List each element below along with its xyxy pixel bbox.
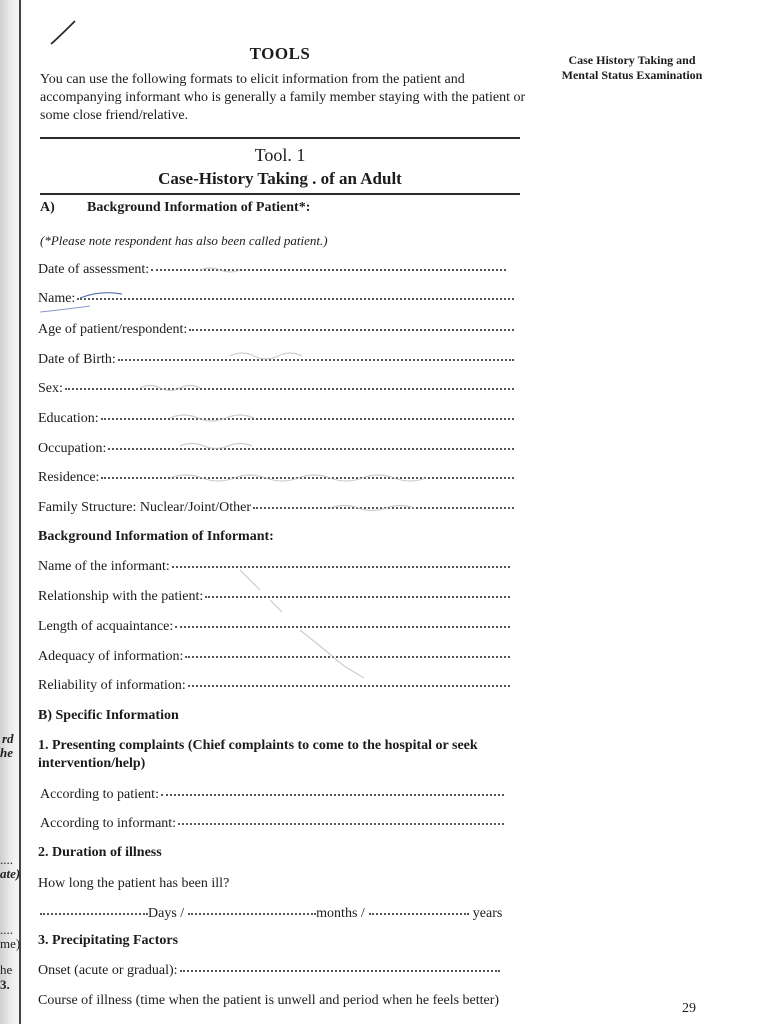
field-label: Date of Birth: <box>38 352 116 367</box>
field-family-structure[interactable] <box>38 499 514 517</box>
field-informant-name[interactable] <box>38 558 510 576</box>
presenting-complaints-heading: 1. Presenting complaints (Chief complaints to come to the hospital or seek intervention/help) <box>38 738 478 771</box>
fill-line[interactable] <box>189 319 514 331</box>
fill-line[interactable] <box>101 408 514 420</box>
field-label: According to patient: <box>40 787 159 802</box>
duration-heading: 2. Duration of illness <box>38 845 162 860</box>
divider <box>40 137 520 139</box>
field-age[interactable] <box>38 321 514 339</box>
duration-fields[interactable] <box>40 905 516 922</box>
field-residence[interactable] <box>38 469 514 487</box>
section-a-letter: A) <box>40 200 55 215</box>
margin-fragment: .... <box>0 852 13 867</box>
margin-fragment: 3. <box>0 977 10 992</box>
field-label: Education: <box>38 411 99 426</box>
field-education[interactable] <box>38 410 514 428</box>
field-sex[interactable] <box>38 380 514 398</box>
field-occupation[interactable] <box>38 440 514 458</box>
running-header-line-2: Mental Status Examination <box>561 68 703 82</box>
fill-line[interactable] <box>118 349 514 361</box>
fill-line[interactable] <box>77 288 514 300</box>
fill-line[interactable] <box>178 813 504 825</box>
margin-fragment: me) <box>0 936 21 951</box>
field-label: Name of the informant: <box>38 559 170 574</box>
duration-question: How long the patient has been ill? <box>38 876 230 891</box>
field-label: Date of assessment: <box>38 262 150 277</box>
margin-fragment: he <box>0 962 13 977</box>
months-label: months / <box>316 906 365 921</box>
field-relationship[interactable] <box>38 588 510 606</box>
section-a-title: Background Information of Patient*: <box>87 200 311 215</box>
fill-line[interactable] <box>101 467 514 479</box>
divider <box>40 193 520 195</box>
margin-fragment: he <box>0 745 13 760</box>
running-header-line-1: Case History Taking and <box>568 53 696 67</box>
field-label: Residence: <box>38 470 100 485</box>
field-date-of-assessment[interactable] <box>38 261 506 279</box>
field-adequacy[interactable] <box>38 648 510 666</box>
section-b-heading: B) Specific Information <box>38 708 179 723</box>
years-fill-line[interactable] <box>369 903 469 915</box>
fill-line[interactable] <box>172 556 510 568</box>
informant-heading: Background Information of Informant: <box>38 529 274 544</box>
fill-line[interactable] <box>188 675 510 687</box>
field-according-to-patient[interactable] <box>40 786 504 804</box>
field-label: Onset (acute or gradual): <box>38 963 178 978</box>
fill-line[interactable] <box>185 646 510 658</box>
fill-line[interactable] <box>205 586 510 598</box>
fill-line[interactable] <box>161 784 504 796</box>
fill-line[interactable] <box>253 497 514 509</box>
fill-line[interactable] <box>108 438 514 450</box>
fill-line[interactable] <box>180 960 500 972</box>
field-label: According to informant: <box>40 816 177 831</box>
page-title: TOOLS <box>249 44 311 63</box>
field-label: Reliability of information: <box>38 678 186 693</box>
tool-title: Case-History Taking . of an Adult <box>158 169 402 188</box>
field-label: Length of acquaintance: <box>38 619 174 634</box>
field-reliability[interactable] <box>38 677 510 695</box>
margin-fragment: .... <box>0 922 13 937</box>
field-label: Occupation: <box>38 441 107 456</box>
field-label: Name: <box>38 291 76 306</box>
field-name[interactable] <box>38 290 514 308</box>
field-label: Sex: <box>38 381 63 396</box>
intro-paragraph: You can use the following formats to elicit information from the patient and accompanying informant who is generally a family member staying with the patient or some close friend/relative. <box>40 72 526 123</box>
field-label: Family Structure: Nuclear/Joint/Other <box>38 500 252 515</box>
page-number: 29 <box>682 1001 696 1016</box>
fill-line[interactable] <box>65 378 514 390</box>
field-label: Age of patient/respondent: <box>38 322 188 337</box>
margin-fragment: ate) <box>0 866 21 881</box>
field-date-of-birth[interactable] <box>38 351 514 369</box>
field-label: Relationship with the patient: <box>38 589 204 604</box>
field-onset[interactable] <box>38 962 500 980</box>
days-fill-line[interactable] <box>40 903 148 915</box>
running-header <box>552 53 712 83</box>
field-according-to-informant[interactable] <box>40 815 504 833</box>
months-fill-line[interactable] <box>188 903 316 915</box>
margin-fragment: rd <box>2 731 14 746</box>
precipitating-factors-heading: 3. Precipitating Factors <box>38 933 179 948</box>
years-label: years <box>472 906 503 921</box>
respondent-note: (*Please note respondent has also been called patient.) <box>40 233 328 248</box>
section-a-heading <box>40 200 310 216</box>
field-label: Adequacy of information: <box>38 649 184 664</box>
fill-line[interactable] <box>175 616 510 628</box>
tool-number: Tool. 1 <box>254 145 306 165</box>
field-length-of-acquaintance[interactable] <box>38 618 510 636</box>
course-of-illness-text: Course of illness (time when the patient is unwell and period when he feels better) <box>38 993 500 1008</box>
days-label: Days / <box>148 906 185 921</box>
fill-line[interactable] <box>151 259 506 271</box>
